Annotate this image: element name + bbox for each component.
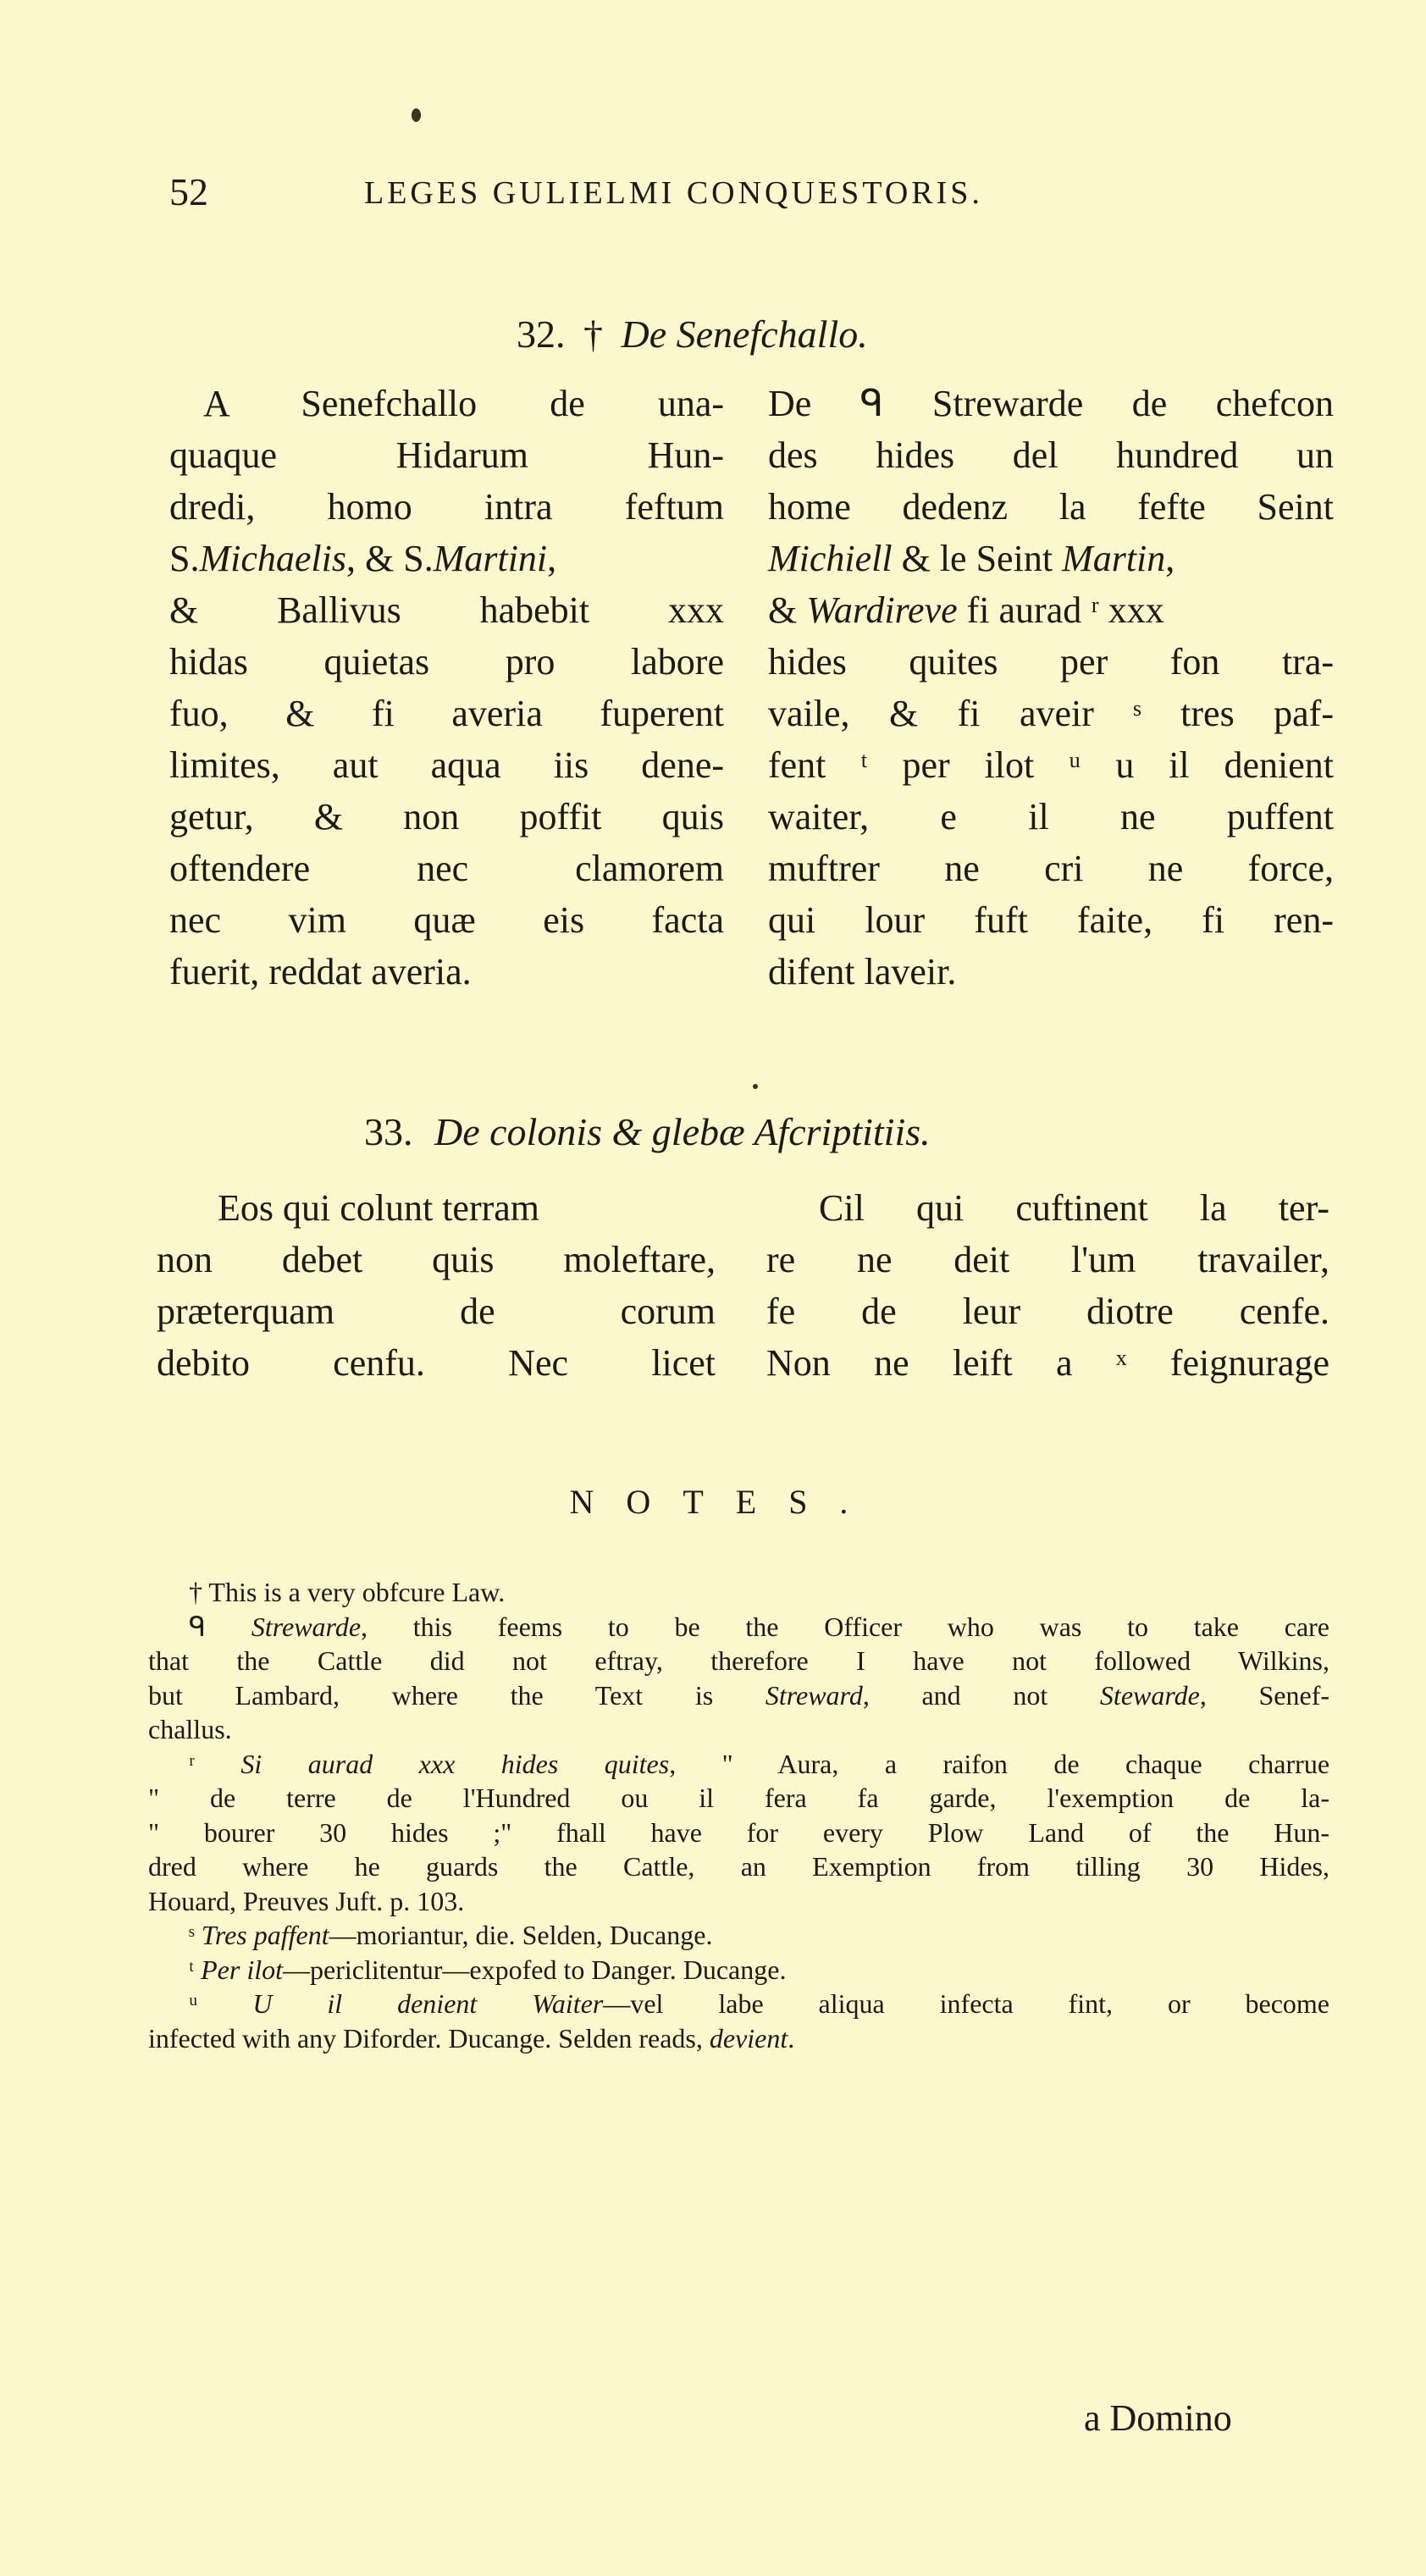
- text-line: [768, 584, 1334, 636]
- text-span: & le Seint: [892, 538, 1063, 579]
- footnote-line: " de terre de l'Hundred ou il fera fa garde, l'exemption de la-: [148, 1783, 1329, 1813]
- text-span: —moriantur, die. Selden, Ducange.: [329, 1920, 713, 1950]
- catchword: a Domino: [1084, 2397, 1232, 2439]
- text-line: A Senefchallo de una-: [203, 383, 724, 424]
- text-line: re ne deit l'um travailer,: [766, 1239, 1329, 1280]
- footnote-line: [148, 1747, 1329, 1782]
- text-span: infected with any Diforder. Ducange. Selden reads,: [148, 2022, 710, 2054]
- section-number: 32.: [517, 312, 566, 356]
- italic-name: Michiell: [768, 538, 893, 579]
- text-line: debito cenfu. Nec licet: [157, 1342, 716, 1384]
- italic-term: Per ilot: [201, 1954, 283, 1985]
- italic-name: Michaelis: [199, 538, 346, 579]
- footnotes: [148, 1575, 1329, 2055]
- footnote-line: [148, 1987, 1329, 2021]
- text-span: , and not: [862, 1679, 1100, 1711]
- section-heading: De Senefchallo.: [621, 312, 868, 356]
- text-line: præterquam de corum: [157, 1291, 716, 1332]
- footnote-line: [148, 1678, 1329, 1713]
- text-line: des hides del hundred un: [768, 434, 1334, 476]
- page-header: [169, 169, 1313, 220]
- footnote-line: [148, 2021, 1329, 2056]
- italic-name: Wardireve: [806, 589, 958, 631]
- footnote-line: challus.: [148, 1714, 232, 1744]
- footnote-line: dred where he guards the Cattle, an Exemption from tilling 30 Hides,: [148, 1851, 1329, 1882]
- section-33-title: [364, 1109, 931, 1154]
- text-line: waiter, e il ne puffent: [768, 796, 1334, 837]
- italic-term: U il denient Waiter: [252, 1988, 604, 2019]
- text-line: Eos qui colunt terram: [218, 1187, 540, 1229]
- note-marker: ᑫ: [189, 1611, 251, 1642]
- italic-term: devient: [709, 2022, 788, 2054]
- text-line: fe de leur diotre cenfe.: [766, 1291, 1329, 1332]
- text-line: vaile, & fi aveir ˢ tres paf-: [768, 693, 1334, 734]
- footnote-line: [148, 1918, 1329, 1953]
- text-span: , " Aura, a raifon de chaque charrue: [669, 1748, 1330, 1779]
- italic-name: Martini: [433, 538, 548, 579]
- footnote-line: " bourer 30 hides ;" fhall have for every Plow Land of the Hun-: [148, 1816, 1329, 1848]
- footnote-line: [148, 1953, 1329, 1987]
- text-line: [768, 533, 1334, 584]
- text-span: , & S.: [346, 538, 434, 579]
- ink-blot: [412, 108, 421, 122]
- section-number: 33.: [364, 1110, 413, 1153]
- note-marker: ᵗ: [189, 1954, 202, 1985]
- text-span: —periclitentur—expofed to Danger. Ducange.: [283, 1954, 787, 1985]
- italic-name: Martin: [1062, 538, 1166, 579]
- text-span: ,: [1165, 538, 1175, 579]
- text-line: fent ᵗ per ilot ᵘ u il denient: [768, 744, 1334, 786]
- italic-term: Tres paffent: [201, 1920, 329, 1950]
- text-line: Non ne leift a ˣ feignurage: [766, 1342, 1329, 1384]
- ink-dot: [753, 1084, 758, 1089]
- footnote-line: † This is a very obfcure Law.: [189, 1577, 506, 1607]
- running-head: LEGES GULIELMI CONQUESTORIS.: [364, 175, 983, 211]
- text-line: difent laveir.: [768, 951, 957, 992]
- text-line: Cil qui cuftinent la ter-: [819, 1187, 1329, 1229]
- section-32-title: [517, 312, 868, 357]
- french-column-33: [766, 1182, 1329, 1389]
- notes-heading: NOTES.: [569, 1483, 881, 1521]
- text-span: .: [788, 2022, 795, 2054]
- text-line: dredi, homo intra feftum: [169, 486, 724, 528]
- french-column-32: [768, 378, 1334, 998]
- text-line: limites, aut aqua iis dene-: [169, 744, 724, 786]
- latin-column-33: [157, 1182, 716, 1389]
- text-span: , this feems to be the Officer who was to take care: [361, 1611, 1330, 1642]
- text-line: qui lour fuft faite, fi ren-: [768, 899, 1334, 941]
- text-line: De ᑫ Strewarde de chefcon: [768, 383, 1334, 424]
- text-line: getur, & non poffit quis: [169, 796, 724, 837]
- text-line: hidas quietas pro labore: [169, 641, 724, 683]
- text-span: fi aurad ʳ xxx: [957, 589, 1164, 631]
- italic-term: Strewarde: [251, 1611, 362, 1642]
- footnote-line: Houard, Preuves Juft. p. 103.: [148, 1885, 465, 1916]
- text-line: quaque Hidarum Hun-: [169, 434, 724, 476]
- note-marker: ᵘ: [189, 1988, 253, 2019]
- text-line: fuerit, reddat averia.: [169, 951, 472, 992]
- note-marker: ˢ: [189, 1920, 202, 1950]
- note-marker: ʳ: [189, 1748, 241, 1779]
- text-line: & Ballivus habebit xxx: [169, 589, 724, 631]
- footnote-line: that the Cattle did not eftray, therefore I have not followed Wilkins,: [148, 1645, 1329, 1676]
- text-span: , Senef-: [1199, 1679, 1330, 1711]
- latin-column-32: [169, 378, 724, 998]
- text-line: non debet quis moleftare,: [157, 1239, 716, 1280]
- footnote-line: [148, 1610, 1329, 1645]
- text-span: S.: [169, 538, 200, 579]
- italic-term: Si aurad xxx hides quites: [240, 1748, 670, 1779]
- text-span: but Lambard, where the Text is: [148, 1679, 766, 1711]
- text-line: home dedenz la fefte Seint: [768, 486, 1334, 528]
- page-number: 52: [169, 170, 208, 213]
- dagger-mark: †: [583, 312, 603, 356]
- text-span: ,: [547, 538, 557, 579]
- text-line: hides quites per fon tra-: [768, 641, 1334, 683]
- italic-term: Stewarde: [1099, 1679, 1200, 1711]
- text-line: muftrer ne cri ne force,: [768, 848, 1334, 889]
- text-span: —vel labe aliqua infecta fint, or become: [603, 1988, 1329, 2019]
- section-heading: De colonis & glebæ Afcriptitiis.: [434, 1110, 931, 1153]
- text-line: fuo, & fi averia fuperent: [169, 693, 724, 734]
- text-line: oftendere nec clamorem: [169, 848, 724, 889]
- text-line: nec vim quæ eis facta: [169, 899, 724, 941]
- italic-term: Streward: [765, 1679, 863, 1711]
- text-span: &: [768, 589, 807, 631]
- text-line: [169, 533, 724, 584]
